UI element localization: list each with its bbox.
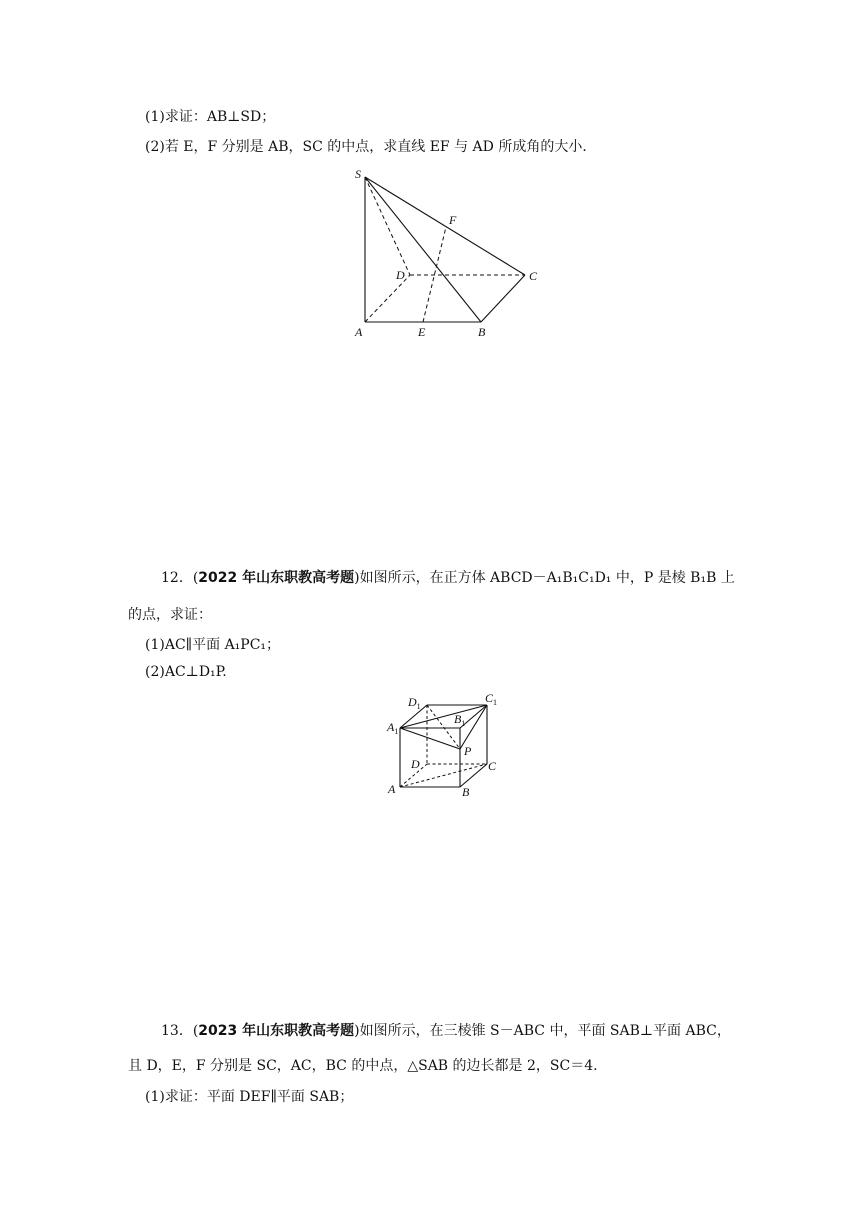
edge-SD bbox=[365, 177, 410, 275]
q11-part2: (2)若 E，F 分别是 AB，SC 的中点，求直线 EF 与 AD 所成角的大小． bbox=[145, 139, 597, 155]
label-D: D bbox=[396, 268, 405, 282]
label-B: B bbox=[478, 325, 486, 339]
label-P: P bbox=[464, 744, 472, 758]
segment-A1P bbox=[400, 728, 460, 749]
edge-BC bbox=[481, 275, 525, 322]
label-S: S bbox=[355, 167, 361, 181]
q12-source: 2022 年山东职教高考题 bbox=[198, 570, 355, 586]
q12-part1: (1)AC∥平面 A₁PC₁； bbox=[145, 637, 281, 653]
label-B1: $B_1$ bbox=[454, 712, 466, 728]
label-F: F bbox=[449, 213, 457, 227]
pyramid-figure bbox=[350, 165, 550, 345]
q13-part1: (1)求证：平面 DEF∥平面 SAB； bbox=[145, 1089, 354, 1105]
q13-stem-line2: 且 D，E，F 分别是 SC，AC，BC 的中点，△SAB 的边长都是 2，SC＝4. bbox=[128, 1058, 598, 1074]
q13-stem-a: )如图所示，在三棱锥 S－ABC 中，平面 SAB⊥平面 ABC， bbox=[354, 1023, 731, 1039]
q13-stem-line1 bbox=[161, 1020, 731, 1040]
label-C: C bbox=[488, 759, 497, 773]
edge-SB bbox=[365, 177, 481, 322]
q13-source: 2023 年山东职教高考题 bbox=[198, 1023, 355, 1039]
edge-AD bbox=[365, 275, 410, 322]
q12-part2: (2)AC⊥D₁P. bbox=[145, 664, 227, 680]
q12-stem-line2: 的点，求证： bbox=[128, 607, 212, 623]
label-C: C bbox=[529, 269, 538, 283]
label-A1: $A_1$ bbox=[387, 720, 399, 736]
q12-number: 12．( bbox=[161, 570, 199, 586]
edge-SC bbox=[365, 177, 525, 275]
q13-number: 13．( bbox=[161, 1023, 199, 1039]
label-A: A bbox=[388, 782, 396, 796]
label-E: E bbox=[418, 325, 426, 339]
q12-stem-line1 bbox=[161, 567, 735, 587]
edge-BC bbox=[460, 764, 487, 787]
label-D1: $D_1$ bbox=[408, 695, 421, 711]
cube-figure bbox=[380, 690, 500, 800]
q12-stem-a: )如图所示，在正方体 ABCD－A₁B₁C₁D₁ 中，P 是棱 B₁B 上 bbox=[354, 570, 735, 586]
label-C1: $C_1$ bbox=[485, 691, 498, 707]
label-A: A bbox=[355, 325, 363, 339]
label-D: D bbox=[411, 757, 420, 771]
label-B: B bbox=[462, 785, 470, 799]
q11-part1: (1)求证：AB⊥SD； bbox=[145, 109, 276, 125]
